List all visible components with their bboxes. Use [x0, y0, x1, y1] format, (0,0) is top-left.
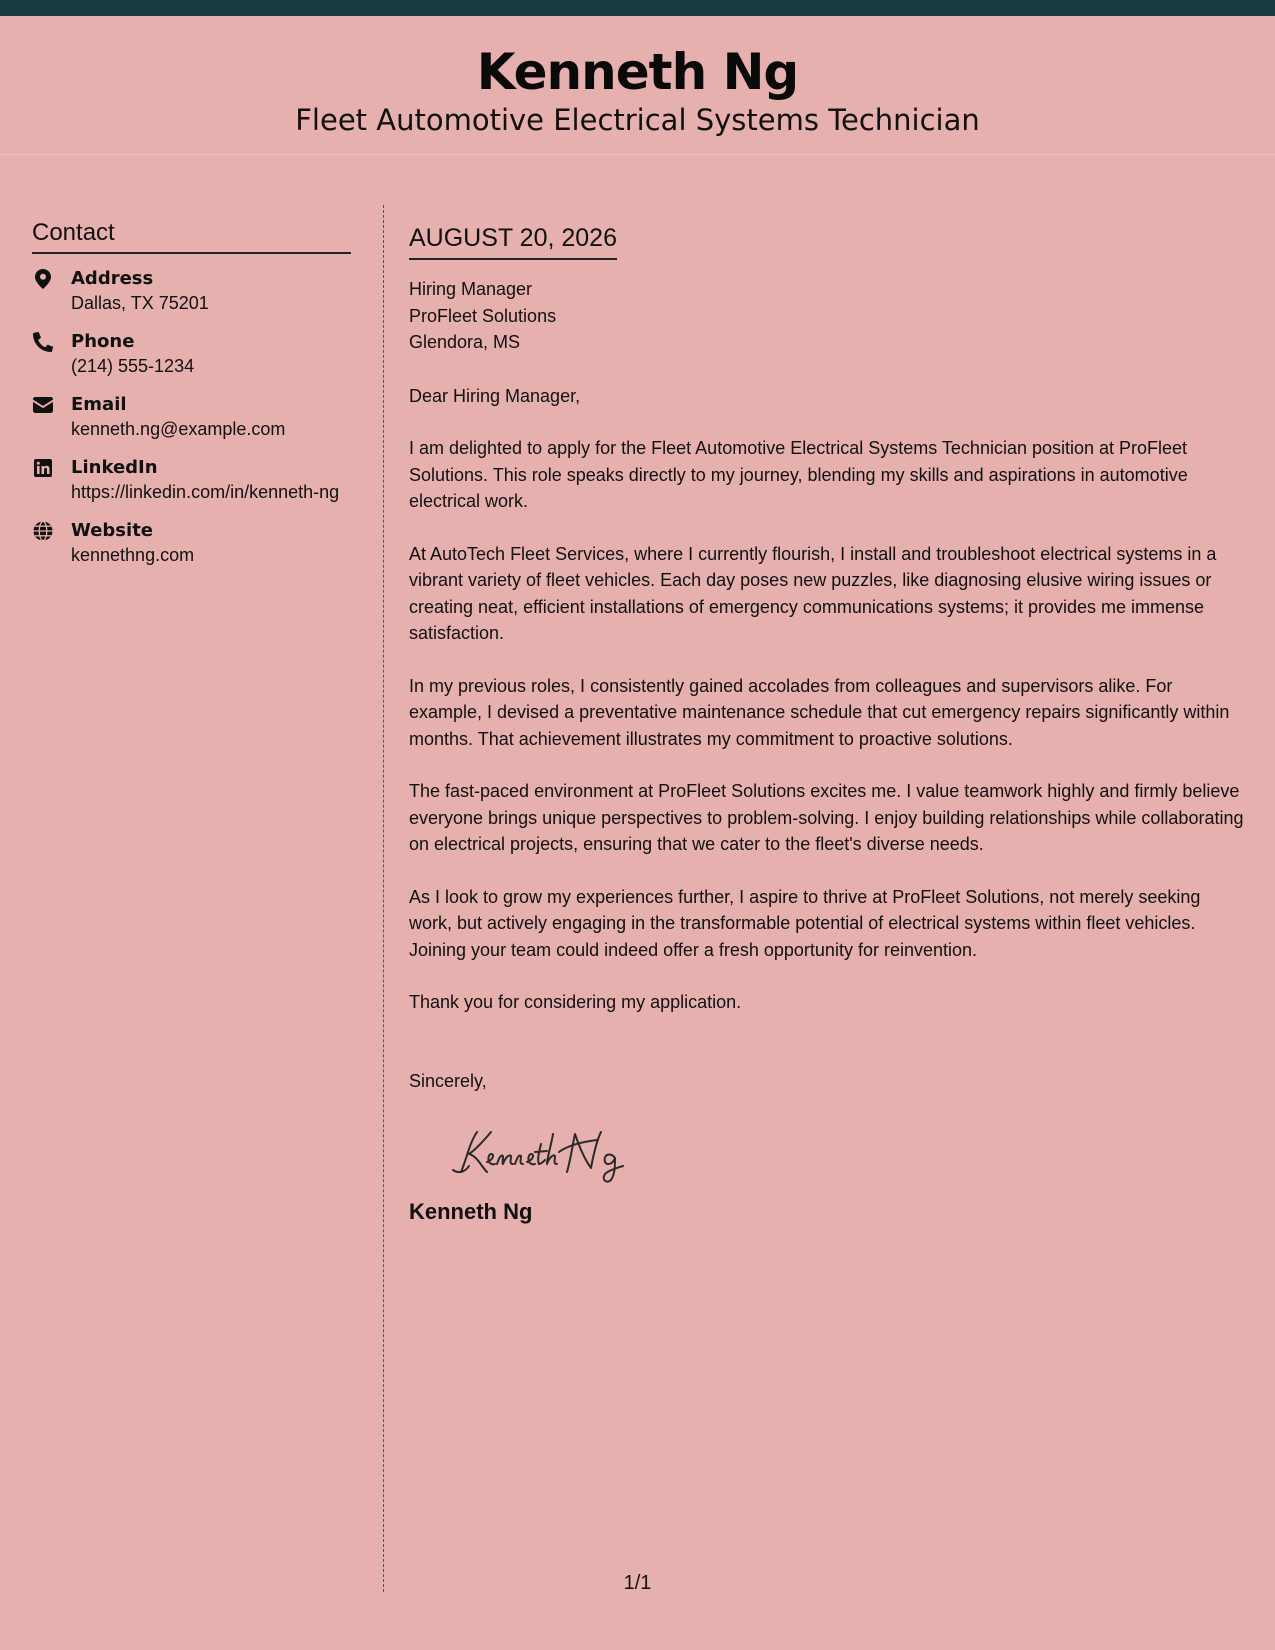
- column-divider: [383, 205, 384, 1592]
- signed-name: Kenneth Ng: [409, 1199, 533, 1224]
- contact-item-address: [32, 266, 351, 316]
- linkedin-icon: [32, 457, 54, 479]
- phone-icon: [32, 331, 54, 353]
- contact-value: (214) 555-1234: [71, 356, 195, 376]
- map-pin-icon: [32, 268, 54, 290]
- recipient-title: Hiring Manager: [409, 279, 533, 299]
- contact-item-linkedin: [32, 455, 351, 505]
- page-number: 1/1: [623, 1572, 652, 1594]
- contact-label: Email: [71, 394, 127, 415]
- contact-value: Dallas, TX 75201: [71, 293, 209, 313]
- job-title: Fleet Automotive Electrical Systems Technician: [295, 103, 980, 137]
- contact-sidebar: [32, 218, 351, 581]
- letter-paragraph: The fast-paced environment at ProFleet Solutions excites me. I value teamwork highly and firmly believe everyone brings unique perspectives to problem-solving. I enjoy building relationships while collaborating on electrical projects, ensuring that we cater to the fleet's diverse needs.: [409, 781, 1244, 854]
- globe-icon: [32, 520, 54, 542]
- top-accent-bar: [0, 0, 1275, 16]
- contact-label: Website: [71, 520, 154, 541]
- contact-item-email: [32, 392, 351, 442]
- contact-label: LinkedIn: [71, 457, 158, 478]
- applicant-name: Kenneth Ng: [476, 43, 799, 101]
- salutation: Dear Hiring Manager,: [409, 385, 581, 406]
- letter-paragraph: In my previous roles, I consistently gained accolades from colleagues and supervisors alike. For example, I devised a preventative maintenance schedule that cut emergency repairs significantly within months. That achievement illustrates my commitment to proactive solutions.: [409, 675, 1230, 749]
- page-header: [0, 16, 1275, 155]
- envelope-icon: [32, 394, 54, 416]
- recipient-location: Glendora, MS: [409, 332, 521, 352]
- contact-label: Address: [71, 268, 154, 289]
- contact-label: Phone: [71, 331, 135, 352]
- letter-paragraph: I am delighted to apply for the Fleet Automotive Electrical Systems Technician position at ProFleet Solutions. This role speaks directly to my journey, blending my skills and aspirations in automotive electrical work.: [409, 438, 1188, 511]
- contact-heading: Contact: [32, 218, 351, 254]
- contact-value[interactable]: https://linkedin.com/in/kenneth-ng: [71, 482, 340, 502]
- letter-paragraph: Thank you for considering my application.: [409, 992, 742, 1012]
- letter-date: AUGUST 20, 2026: [409, 222, 617, 260]
- contact-value[interactable]: kennethng.com: [71, 545, 195, 565]
- handwritten-signature: [447, 1122, 1244, 1184]
- recipient-company: ProFleet Solutions: [409, 305, 557, 326]
- letter-body: [409, 222, 1244, 1226]
- contact-item-phone: [32, 329, 351, 379]
- contact-value[interactable]: kenneth.ng@example.com: [71, 419, 286, 439]
- letter-paragraph: At AutoTech Fleet Services, where I currently flourish, I install and troubleshoot electrical systems in a vibrant variety of fleet vehicles. Each day poses new puzzles, like diagnosing elusive wiring issues or creating neat, efficient installations of emergency communications systems; it provides me immense satisfaction.: [409, 543, 1217, 643]
- closing: Sincerely,: [409, 1070, 487, 1091]
- letter-paragraph: As I look to grow my experiences further, I aspire to thrive at ProFleet Solutions, not merely seeking work, but actively engaging in the transformable potential of electrical systems within fleet vehicles. Joining your team could indeed offer a fresh opportunity for reinvention.: [409, 886, 1201, 960]
- recipient-block: [409, 276, 1244, 356]
- contact-item-website: [32, 518, 351, 568]
